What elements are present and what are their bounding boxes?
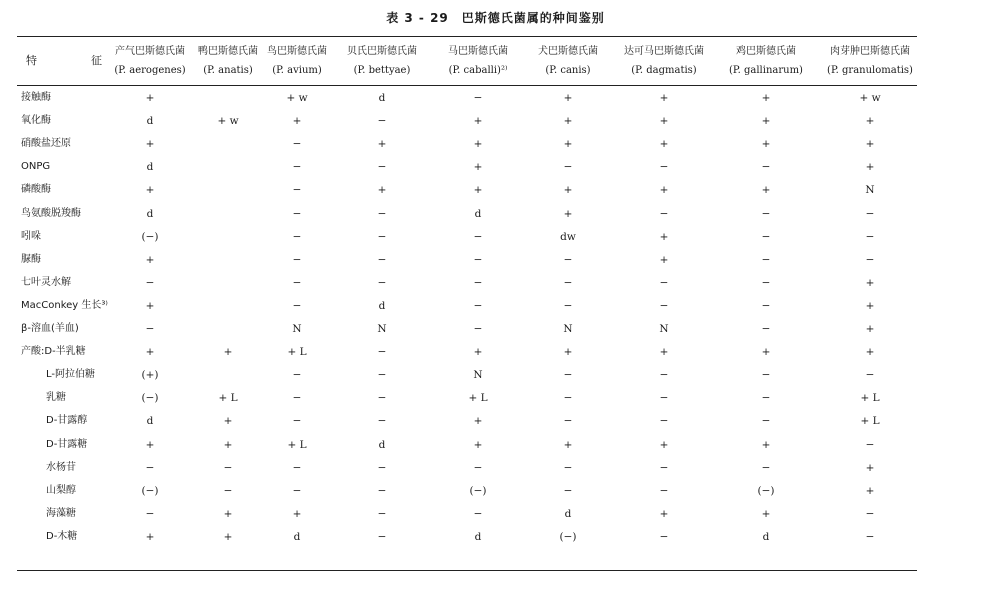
table-row (0, 183, 991, 206)
result-cell: − (761, 276, 771, 289)
feature-header-char-1: 特 (26, 54, 37, 67)
table-row (0, 299, 991, 322)
result-cell: + (145, 184, 155, 197)
species-latin-name: (P. caballi)²⁾ (448, 65, 508, 76)
feature-label: ONPG (21, 161, 51, 173)
result-cell: + (292, 115, 302, 128)
result-cell: + (145, 438, 155, 451)
top-rule (17, 36, 917, 37)
result-cell: + (145, 253, 155, 266)
result-cell: − (659, 415, 669, 428)
result-cell: + (865, 346, 875, 359)
table-row (0, 461, 991, 484)
result-cell: + (223, 415, 233, 428)
feature-label: 硝酸盐还原 (21, 138, 71, 150)
result-cell: d (293, 530, 301, 543)
result-cell: + (659, 115, 669, 128)
result-cell: + L (860, 415, 880, 428)
result-cell: − (377, 276, 387, 289)
result-cell: + (865, 138, 875, 151)
result-cell: + w (859, 92, 881, 104)
result-cell: − (761, 369, 771, 382)
result-cell: d (378, 92, 386, 104)
result-cell: + w (217, 115, 239, 128)
result-cell: N (659, 323, 669, 335)
table-row (0, 484, 991, 507)
result-cell: d (378, 438, 386, 451)
result-cell: + (223, 507, 233, 520)
result-cell: − (865, 253, 875, 266)
result-cell: + (563, 184, 573, 197)
species-chinese-name: 产气巴斯德氏菌 (115, 46, 185, 57)
result-cell: + (563, 92, 573, 104)
result-cell: + (761, 438, 771, 451)
result-cell: − (292, 461, 302, 474)
result-cell: − (377, 530, 387, 543)
result-cell: − (659, 207, 669, 220)
result-cell: − (865, 207, 875, 220)
result-cell: − (292, 276, 302, 289)
result-cell: d (146, 161, 154, 174)
result-cell: − (865, 438, 875, 451)
result-cell: (−) (141, 230, 159, 243)
result-cell: + (761, 184, 771, 197)
table-row (0, 438, 991, 461)
table-row (0, 530, 991, 553)
species-header (818, 42, 922, 76)
result-cell: + (563, 138, 573, 151)
result-cell: + (865, 323, 875, 335)
species-header (516, 42, 620, 76)
result-cell: N (292, 323, 302, 335)
species-chinese-name: 鸡巴斯德氏菌 (736, 46, 796, 57)
table-title: 表 3 - 29 巴斯德氏菌属的种间鉴别 (386, 11, 605, 25)
result-cell: − (563, 299, 573, 312)
result-cell: + (473, 415, 483, 428)
result-cell: − (377, 369, 387, 382)
result-cell: − (761, 299, 771, 312)
result-cell: − (761, 253, 771, 266)
table-row (0, 253, 991, 276)
feature-label: D-甘露糖 (46, 438, 88, 450)
species-chinese-name: 马巴斯德氏菌 (448, 46, 508, 57)
feature-label: 海藻糖 (46, 507, 76, 519)
result-cell: N (377, 323, 387, 335)
result-cell: + (473, 438, 483, 451)
result-cell: − (473, 253, 483, 266)
result-cell: + (659, 507, 669, 520)
result-cell: (−) (469, 484, 487, 497)
result-cell: − (563, 415, 573, 428)
result-cell: − (761, 461, 771, 474)
result-cell: + L (287, 346, 307, 359)
result-cell: − (659, 461, 669, 474)
result-cell: (−) (757, 484, 775, 497)
species-latin-name: (P. avium) (272, 65, 322, 76)
species-chinese-name: 肉芽肿巴斯德氏菌 (830, 46, 910, 57)
result-cell: − (292, 369, 302, 382)
result-cell: + (659, 92, 669, 104)
feature-label: MacConkey 生长³⁾ (21, 299, 108, 311)
result-cell: − (292, 207, 302, 220)
table-row (0, 322, 991, 345)
result-cell: + (377, 184, 387, 197)
result-cell: + (659, 438, 669, 451)
feature-label: 水杨苷 (46, 461, 76, 473)
result-cell: + w (286, 92, 308, 104)
result-cell: − (761, 415, 771, 428)
result-cell: d (474, 207, 482, 220)
feature-label: 脲酶 (21, 253, 41, 265)
result-cell: + (659, 253, 669, 266)
result-cell: + (865, 115, 875, 128)
result-cell: + (659, 230, 669, 243)
result-cell: + (659, 184, 669, 197)
result-cell: + (865, 299, 875, 312)
result-cell: + (145, 346, 155, 359)
result-cell: − (473, 230, 483, 243)
species-latin-name: (P. canis) (545, 65, 591, 76)
table-row (0, 414, 991, 437)
result-cell: − (761, 161, 771, 174)
result-cell: + (145, 138, 155, 151)
species-latin-name: (P. bettyae) (353, 65, 411, 76)
result-cell: + L (468, 392, 488, 405)
table-row (0, 368, 991, 391)
result-cell: − (377, 161, 387, 174)
table-row (0, 137, 991, 160)
result-cell: − (223, 484, 233, 497)
result-cell: + (145, 530, 155, 543)
feature-label: 产酸:D-半乳糖 (21, 346, 86, 358)
result-cell: − (473, 276, 483, 289)
result-cell: − (292, 484, 302, 497)
species-latin-name: (P. gallinarum) (729, 65, 803, 76)
result-cell: d (762, 530, 770, 543)
species-chinese-name: 鸟巴斯德氏菌 (267, 46, 327, 57)
result-cell: − (659, 392, 669, 405)
result-cell: N (473, 369, 483, 382)
result-cell: − (659, 276, 669, 289)
result-cell: − (563, 161, 573, 174)
feature-label: 氧化酶 (21, 115, 51, 127)
result-cell: − (223, 461, 233, 474)
result-cell: + (865, 276, 875, 289)
result-cell: − (377, 230, 387, 243)
result-cell: d (146, 415, 154, 428)
feature-label: 山梨醇 (46, 484, 76, 496)
species-chinese-name: 犬巴斯德氏菌 (538, 46, 598, 57)
result-cell: − (761, 323, 771, 335)
result-cell: + L (218, 392, 238, 405)
feature-label: 磷酸酶 (21, 184, 51, 196)
feature-label: 七叶灵水解 (21, 276, 71, 288)
result-cell: − (292, 184, 302, 197)
result-cell: − (865, 530, 875, 543)
result-cell: − (377, 484, 387, 497)
result-cell: − (563, 253, 573, 266)
result-cell: + (761, 138, 771, 151)
result-cell: N (865, 184, 875, 197)
result-cell: − (292, 415, 302, 428)
result-cell: − (563, 276, 573, 289)
result-cell: − (292, 161, 302, 174)
result-cell: + (761, 507, 771, 520)
result-cell: + (761, 92, 771, 104)
table-row (0, 160, 991, 183)
species-latin-name: (P. granulomatis) (827, 65, 913, 76)
feature-label: 吲哚 (21, 230, 41, 242)
species-chinese-name: 鸭巴斯德氏菌 (198, 46, 258, 57)
result-cell: − (473, 461, 483, 474)
result-cell: − (659, 484, 669, 497)
result-cell: (−) (141, 484, 159, 497)
bottom-rule (17, 570, 917, 571)
result-cell: + (563, 115, 573, 128)
species-latin-name: (P. aerogenes) (114, 65, 186, 76)
result-cell: − (145, 276, 155, 289)
result-cell: − (563, 369, 573, 382)
result-cell: + (659, 138, 669, 151)
species-header (714, 42, 818, 76)
result-cell: + (473, 184, 483, 197)
result-cell: − (292, 299, 302, 312)
feature-label: D-甘露醇 (46, 415, 88, 427)
result-cell: + L (860, 392, 880, 405)
result-cell: + (865, 461, 875, 474)
result-cell: − (865, 230, 875, 243)
result-cell: − (659, 369, 669, 382)
result-cell: + (563, 346, 573, 359)
result-cell: − (292, 253, 302, 266)
result-cell: + (659, 346, 669, 359)
result-cell: − (145, 323, 155, 335)
result-cell: + L (287, 438, 307, 451)
result-cell: − (659, 299, 669, 312)
result-cell: + (223, 346, 233, 359)
result-cell: + (223, 438, 233, 451)
table-row (0, 91, 991, 114)
species-header (426, 42, 530, 76)
table-row (0, 345, 991, 368)
species-latin-name: (P. anatis) (203, 65, 253, 76)
result-cell: − (292, 392, 302, 405)
result-cell: + (563, 438, 573, 451)
result-cell: − (473, 507, 483, 520)
result-cell: dw (560, 230, 576, 243)
result-cell: N (563, 323, 573, 335)
result-cell: − (473, 92, 483, 104)
result-cell: + (145, 299, 155, 312)
result-cell: − (377, 415, 387, 428)
result-cell: − (563, 392, 573, 405)
species-chinese-name: 达可马巴斯德氏菌 (624, 46, 704, 57)
result-cell: − (761, 230, 771, 243)
table-row (0, 391, 991, 414)
result-cell: + (473, 161, 483, 174)
result-cell: − (865, 507, 875, 520)
result-cell: (−) (559, 530, 577, 543)
result-cell: + (377, 138, 387, 151)
result-cell: − (377, 115, 387, 128)
result-cell: − (473, 323, 483, 335)
species-chinese-name: 贝氏巴斯德氏菌 (347, 46, 417, 57)
table-row (0, 114, 991, 137)
table-row (0, 207, 991, 230)
feature-header-char-2: 征 (91, 54, 102, 67)
species-header (612, 42, 716, 76)
result-cell: + (145, 92, 155, 104)
result-cell: + (761, 346, 771, 359)
result-cell: + (473, 138, 483, 151)
result-cell: + (473, 346, 483, 359)
result-cell: d (378, 299, 386, 312)
result-cell: − (377, 253, 387, 266)
result-cell: − (865, 369, 875, 382)
feature-label: 接触酶 (21, 92, 51, 103)
feature-label: D-木糖 (46, 530, 78, 542)
table-row (0, 230, 991, 253)
result-cell: − (377, 346, 387, 359)
result-cell: − (473, 299, 483, 312)
result-cell: − (145, 461, 155, 474)
result-cell: d (146, 115, 154, 128)
result-cell: − (292, 230, 302, 243)
result-cell: (+) (141, 369, 159, 382)
result-cell: − (377, 461, 387, 474)
table-row (0, 507, 991, 530)
result-cell: + (223, 530, 233, 543)
result-cell: − (563, 484, 573, 497)
result-cell: d (146, 207, 154, 220)
feature-label: 鸟氨酸脱羧酶 (21, 207, 81, 219)
result-cell: − (145, 507, 155, 520)
result-cell: − (377, 507, 387, 520)
header-rule (17, 85, 917, 86)
result-cell: + (563, 207, 573, 220)
result-cell: − (377, 207, 387, 220)
result-cell: − (563, 461, 573, 474)
result-cell: − (761, 392, 771, 405)
feature-label: 乳糖 (46, 392, 66, 404)
result-cell: d (564, 507, 572, 520)
feature-label: β-溶血(羊血) (21, 323, 79, 334)
result-cell: (−) (141, 392, 159, 405)
species-header (330, 42, 434, 76)
table-row (0, 276, 991, 299)
result-cell: + (473, 115, 483, 128)
feature-label: L-阿拉伯糖 (46, 369, 96, 381)
result-cell: − (292, 138, 302, 151)
species-latin-name: (P. dagmatis) (631, 65, 697, 76)
result-cell: − (659, 530, 669, 543)
result-cell: − (659, 161, 669, 174)
result-cell: + (865, 484, 875, 497)
result-cell: + (292, 507, 302, 520)
result-cell: − (377, 392, 387, 405)
result-cell: + (865, 161, 875, 174)
feature-column-header (26, 52, 102, 68)
result-cell: − (761, 207, 771, 220)
result-cell: + (761, 115, 771, 128)
result-cell: d (474, 530, 482, 543)
